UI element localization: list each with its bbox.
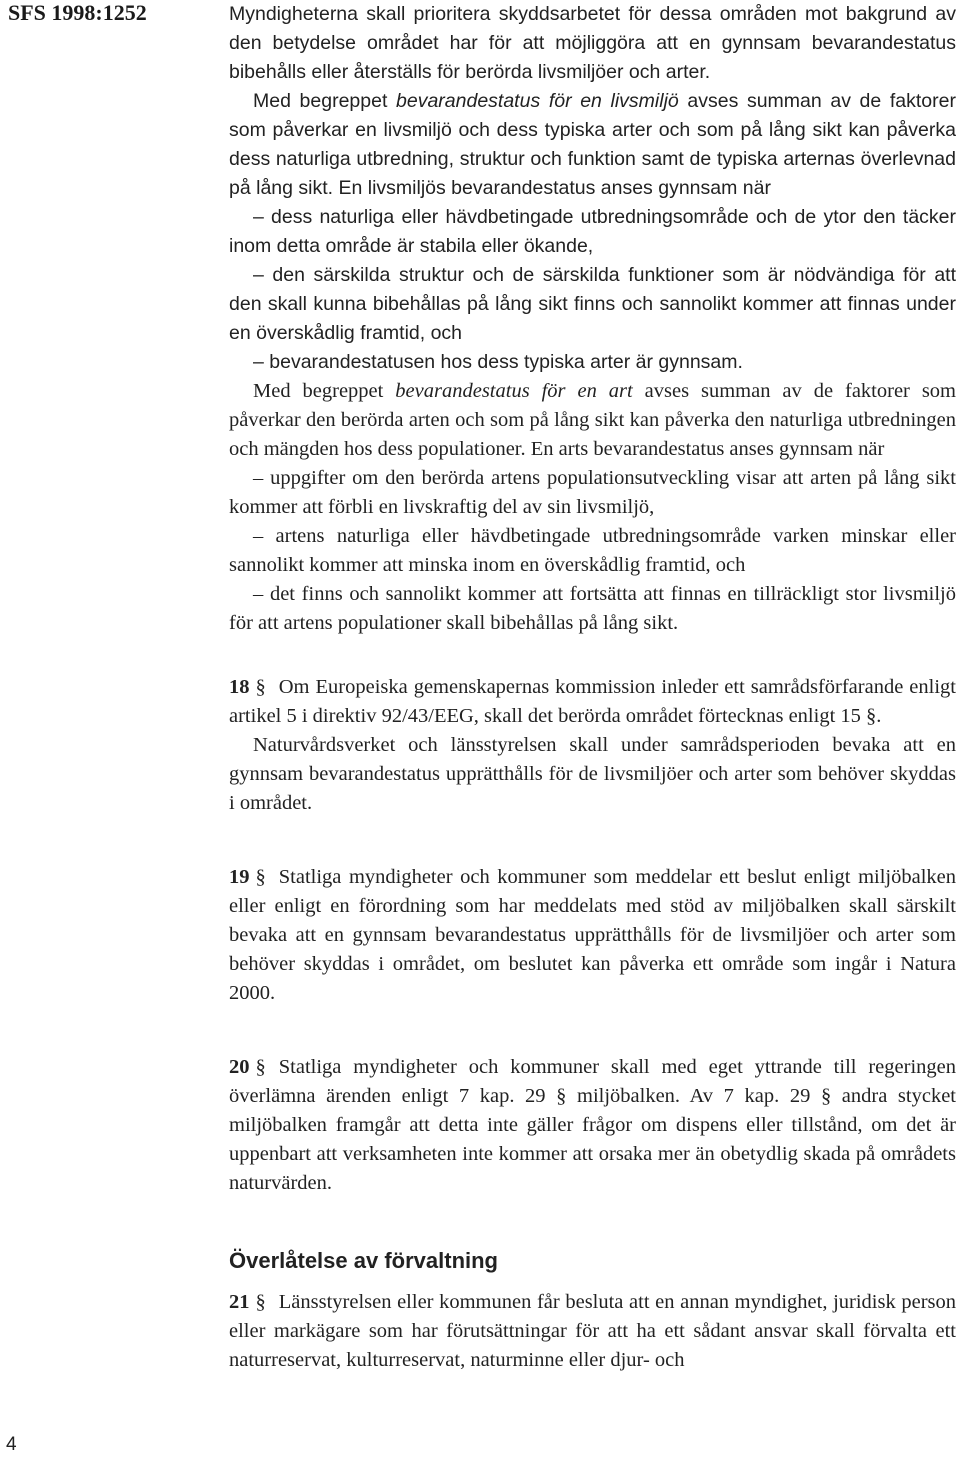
paragraph-sign: §	[255, 676, 266, 698]
paragraph-habitat-definition: Med begreppet bevarandestatus för en livsmiljö avses summan av de faktorer som påverkar en livsmiljö och dess typiska arter och som på lång sikt kan påverka dess naturliga utbredning, struktur och funktion samt de typiska arternas överlevnad på lång sikt. En livsmiljös bevarandestatus anses gynnsam när	[229, 90, 956, 199]
section-number: 18	[229, 676, 250, 698]
paragraph-species-definition: Med begreppet bevarandestatus för en art avses summan av de faktorer som påverkar den berörda arten och som på lång sikt kan påverka den naturliga utbredningen och mängden hos dess populationer. En arts bevarandestatus anses gynnsam när	[229, 380, 956, 460]
list-item: – det finns och sannolikt kommer att fortsätta att finnas en tillräckligt stor livsmiljö för att artens populationer skall bibehållas på lång sikt.	[229, 583, 956, 634]
list-item: – bevarandestatusen hos dess typiska arter är gynnsam.	[253, 351, 743, 373]
section-number: 21	[229, 1291, 250, 1313]
section-18-paragraph-2: Naturvårdsverket och länsstyrelsen skall under samrådsperioden bevaka att en gynnsam bevarandestatus upprätthålls för de livsmiljöer och arter som behöver skyddas i området.	[229, 734, 956, 814]
section-21: 21 § Länsstyrelsen eller kommunen får besluta att en annan myndighet, juridisk person eller markägare som har förutsättningar för att ha ett sådant ansvar skall förvalta ett naturreservat, kulturreservat, naturminne eller djur- och	[229, 1291, 956, 1371]
section-number: 19	[229, 866, 250, 888]
term-species-status: bevarandestatus för en art	[395, 380, 633, 402]
sfs-reference: SFS 1998:1252	[8, 0, 147, 25]
list-item: – uppgifter om den berörda artens populationsutveckling visar att arten på lång sikt kommer att förbli en livskraftig del av sin livsmiljö,	[229, 467, 956, 518]
section-heading: Överlåtelse av förvaltning	[229, 1248, 498, 1273]
section-19: 19 § Statliga myndigheter och kommuner som meddelar ett beslut enligt miljöbalken eller enligt en förordning som har meddelats med stöd av miljöbalken skall särskilt bevaka att en gynnsam bevarandestatus upprätthålls för de livsmiljöer och arter som behöver skyddas i området, om beslutet kan påverka ett område som ingår i Natura 2000.	[229, 866, 956, 1004]
term-habitat-status: bevarandestatus för en livsmiljö	[396, 90, 679, 112]
list-item: – den särskilda struktur och de särskilda funktioner som är nödvändiga för att den skall kunna bibehållas på lång sikt finns och sannolikt kommer att finnas under en överskådlig framtid, och	[229, 264, 956, 344]
page-number: 4	[6, 1434, 17, 1455]
paragraph-sign: §	[255, 866, 266, 888]
paragraph-sign: §	[255, 1291, 266, 1313]
section-number: 20	[229, 1056, 250, 1078]
document-body	[229, 0, 956, 1375]
list-item: – dess naturliga eller hävdbetingade utbredningsområde och de ytor den täcker inom detta område är stabila eller ökande,	[229, 206, 956, 257]
paragraph-priority: Myndigheterna skall prioritera skyddsarbetet för dessa områden mot bakgrund av den betydelse området har för att möjliggöra att en gynnsam bevarandestatus bibehålls eller återställs för berörda livsmiljöer och arter.	[229, 3, 956, 83]
section-18: 18 § Om Europeiska gemenskapernas kommission inleder ett samrådsförfarande enligt artikel 5 i direktiv 92/43/EEG, skall det berörda området förtecknas enligt 15 §.	[229, 676, 956, 727]
section-20: 20 § Statliga myndigheter och kommuner skall med eget yttrande till regeringen överlämna ärenden enligt 7 kap. 29 § miljöbalken. Av 7 kap. 29 § andra stycket miljöbalken framgår att detta inte gäller frågor om dispens eller tillstånd, om det är uppenbart att verksamheten inte kommer att orsaka mer än obetydlig skada på områdets naturvärden.	[229, 1056, 956, 1194]
list-item: – artens naturliga eller hävdbetingade utbredningsområde varken minskar eller sannolikt kommer att minska inom en överskådlig framtid, och	[229, 525, 956, 576]
paragraph-sign: §	[255, 1056, 266, 1078]
